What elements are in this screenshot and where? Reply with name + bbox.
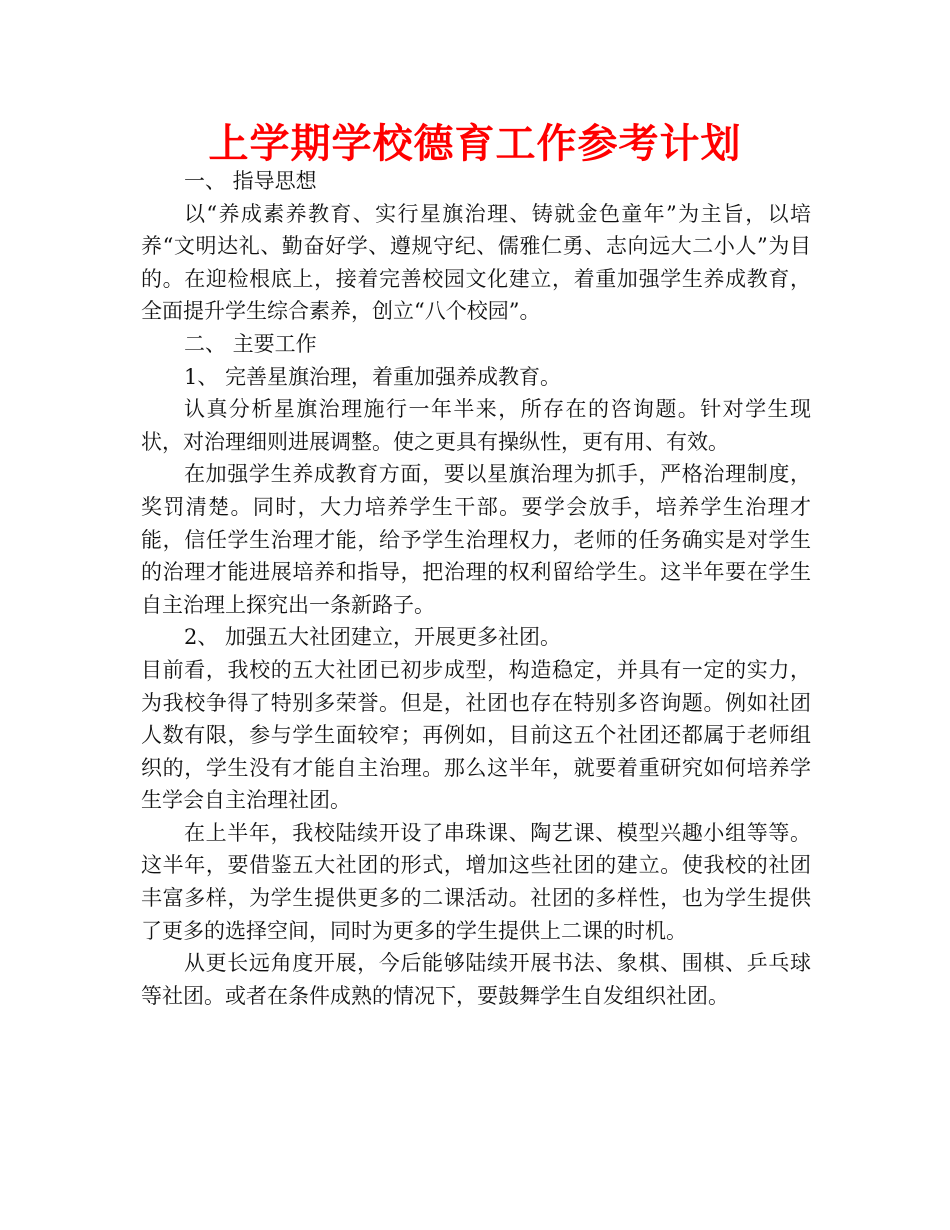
- paragraph: 以“养成素养教育、实行星旗治理、铸就金色童年”为主旨，以培养“文明达礼、勤奋好学、遵规守纪、儒雅仁勇、志向远大二小人”为目的。在迎检根底上，接着完善校园文化建立，着重加强学生养成教育，全面提升学生综合素养，创立“八个校园”。: [141, 201, 811, 324]
- document-body: [141, 165, 811, 1012]
- subheading-five-clubs: 2、 加强五大社团建立，开展更多社团。: [184, 625, 562, 650]
- paragraph: 从更长远角度开展，今后能够陆续开展书法、象棋、围棋、乒乓球等社团。或者在条件成熟的情况下，要鼓舞学生自发组织社团。: [141, 951, 811, 1008]
- document-title: 上学期学校德育工作参考计划: [208, 121, 742, 167]
- paragraph: 在上半年，我校陆续开设了串珠课、陶艺课、模型兴趣小组等等。这半年，要借鉴五大社团的形式，增加这些社团的建立。使我校的社团丰富多样，为学生提供更多的二课活动。社团的多样性，也为学生提供了更多的选择空间，同时为更多的学生提供上二课的时机。: [141, 820, 811, 943]
- subheading-star-flag-management: 1、 完善星旗治理，着重加强养成教育。: [184, 364, 562, 389]
- section-heading-guiding-ideology: 一、 指导思想: [184, 169, 317, 193]
- paragraph: 认真分析星旗治理施行一年半来，所存在的咨询题。针对学生现状，对治理细则进展调整。使之更具有操纵性，更有用、有效。: [141, 397, 811, 454]
- paragraph: 目前看，我校的五大社团已初步成型，构造稳定，并具有一定的实力，为我校争得了特别多荣誉。但是，社团也存在特别多咨询题。例如社团人数有限，参与学生面较窄；再例如，目前这五个社团还都属于老师组织的，学生没有才能自主治理。那么这半年，就要着重研究如何培养学生学会自主治理社团。: [141, 657, 811, 813]
- paragraph: 在加强学生养成教育方面，要以星旗治理为抓手，严格治理制度，奖罚清楚。同时，大力培养学生干部。要学会放手，培养学生治理才能，信任学生治理才能，给予学生治理权力，老师的任务确实是对学生的治理才能进展培养和指导，把治理的权利留给学生。这半年要在学生自主治理上探究出一条新路子。: [141, 462, 811, 617]
- section-heading-main-work: 二、 主要工作: [184, 331, 317, 356]
